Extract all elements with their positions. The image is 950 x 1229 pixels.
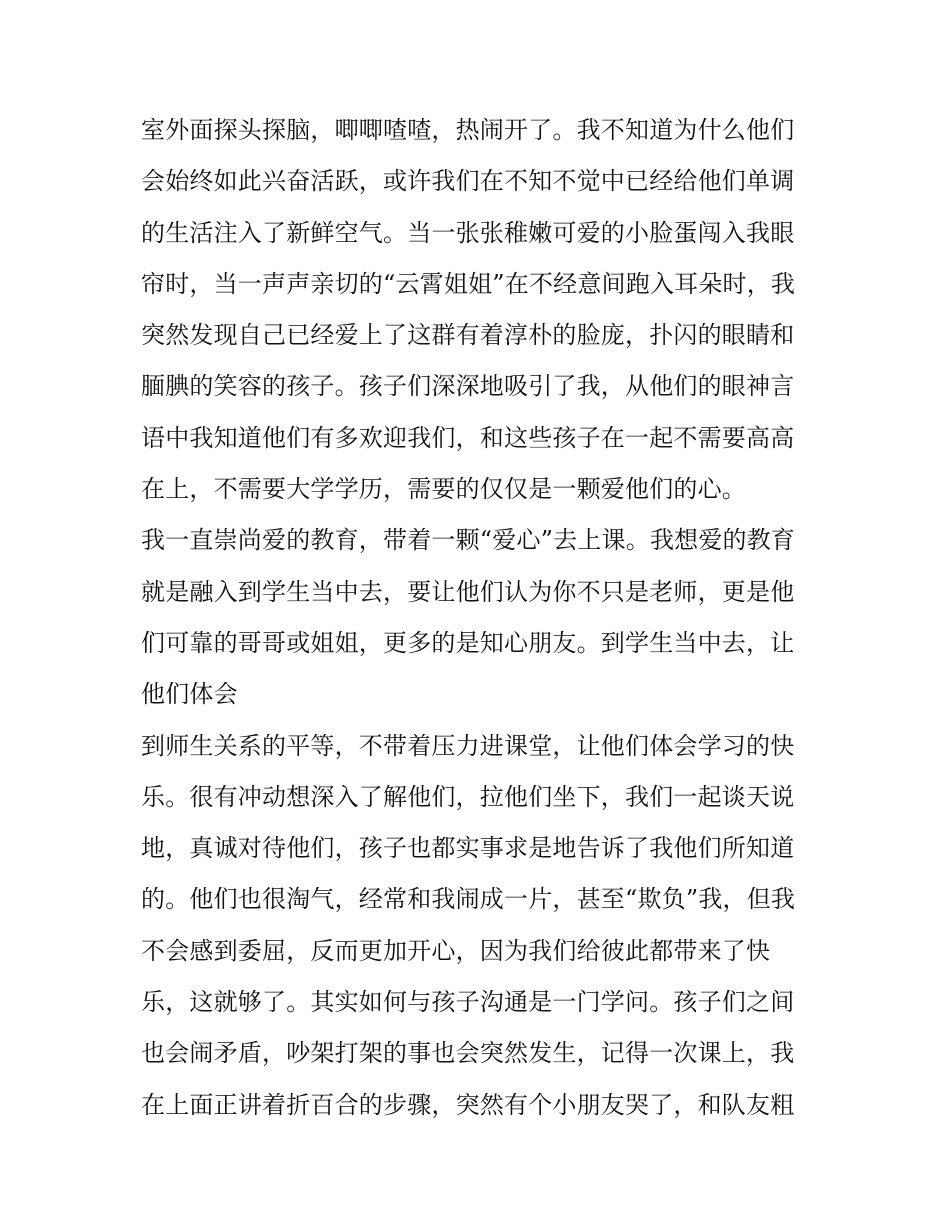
text-line: 他们体会 — [141, 680, 238, 709]
text-line: 们可靠的哥哥或姐姐，更多的是知心朋友。到学生当中去，让 — [141, 628, 795, 657]
text-line: 语中我知道他们有多欢迎我们，和这些孩子在一起不需要高高 — [141, 423, 795, 452]
text-line: 会始终如此兴奋活跃，或许我们在不知不觉中已经给他们单调 — [141, 167, 795, 196]
text-line: 室外面探头探脑，唧唧喳喳，热闹开了。我不知道为什么他们 — [141, 116, 795, 144]
text-line: 我一直崇尚爱的教育，带着一颗“爱心”去上课。我想爱的教育 — [141, 526, 796, 555]
body-text — [141, 105, 821, 1131]
text-line: 的生活注入了新鲜空气。当一张张稚嫩可爱的小脸蛋闯入我眼 — [141, 218, 795, 247]
text-line: 就是融入到学生当中去，要让他们认为你不只是老师，更是他 — [141, 577, 795, 606]
text-line: 在上面正讲着折百合的步骤，突然有个小朋友哭了，和队友粗 — [141, 1090, 795, 1119]
text-line: 乐，这就够了。其实如何与孩子沟通是一门学问。孩子们之间 — [141, 988, 795, 1017]
text-line: 不会感到委屈，反而更加开心，因为我们给彼此都带来了快 — [141, 936, 771, 965]
text-line: 乐。很有冲动想深入了解他们，拉他们坐下，我们一起谈天说 — [141, 782, 795, 811]
text-line: 在上，不需要大学学历，需要的仅仅是一颗爱他们的心。 — [141, 475, 746, 504]
text-line: 也会闹矛盾，吵架打架的事也会突然发生，记得一次课上，我 — [141, 1039, 795, 1068]
text-line: 腼腆的笑容的孩子。孩子们深深地吸引了我，从他们的眼神言 — [141, 372, 795, 401]
text-line: 到师生关系的平等，不带着压力进课堂，让他们体会学习的快 — [141, 731, 795, 760]
text-line: 突然发现自己已经爱上了这群有着淳朴的脸庞，扑闪的眼睛和 — [141, 321, 795, 350]
text-line: 帘时，当一声声亲切的“云霄姐姐”在不经意间跑入耳朵时，我 — [141, 269, 796, 298]
text-line: 的。他们也很淘气，经常和我闹成一片，甚至“欺负”我，但我 — [141, 885, 796, 914]
text-line: 地，真诚对待他们，孩子也都实事求是地告诉了我他们所知道 — [141, 834, 795, 863]
